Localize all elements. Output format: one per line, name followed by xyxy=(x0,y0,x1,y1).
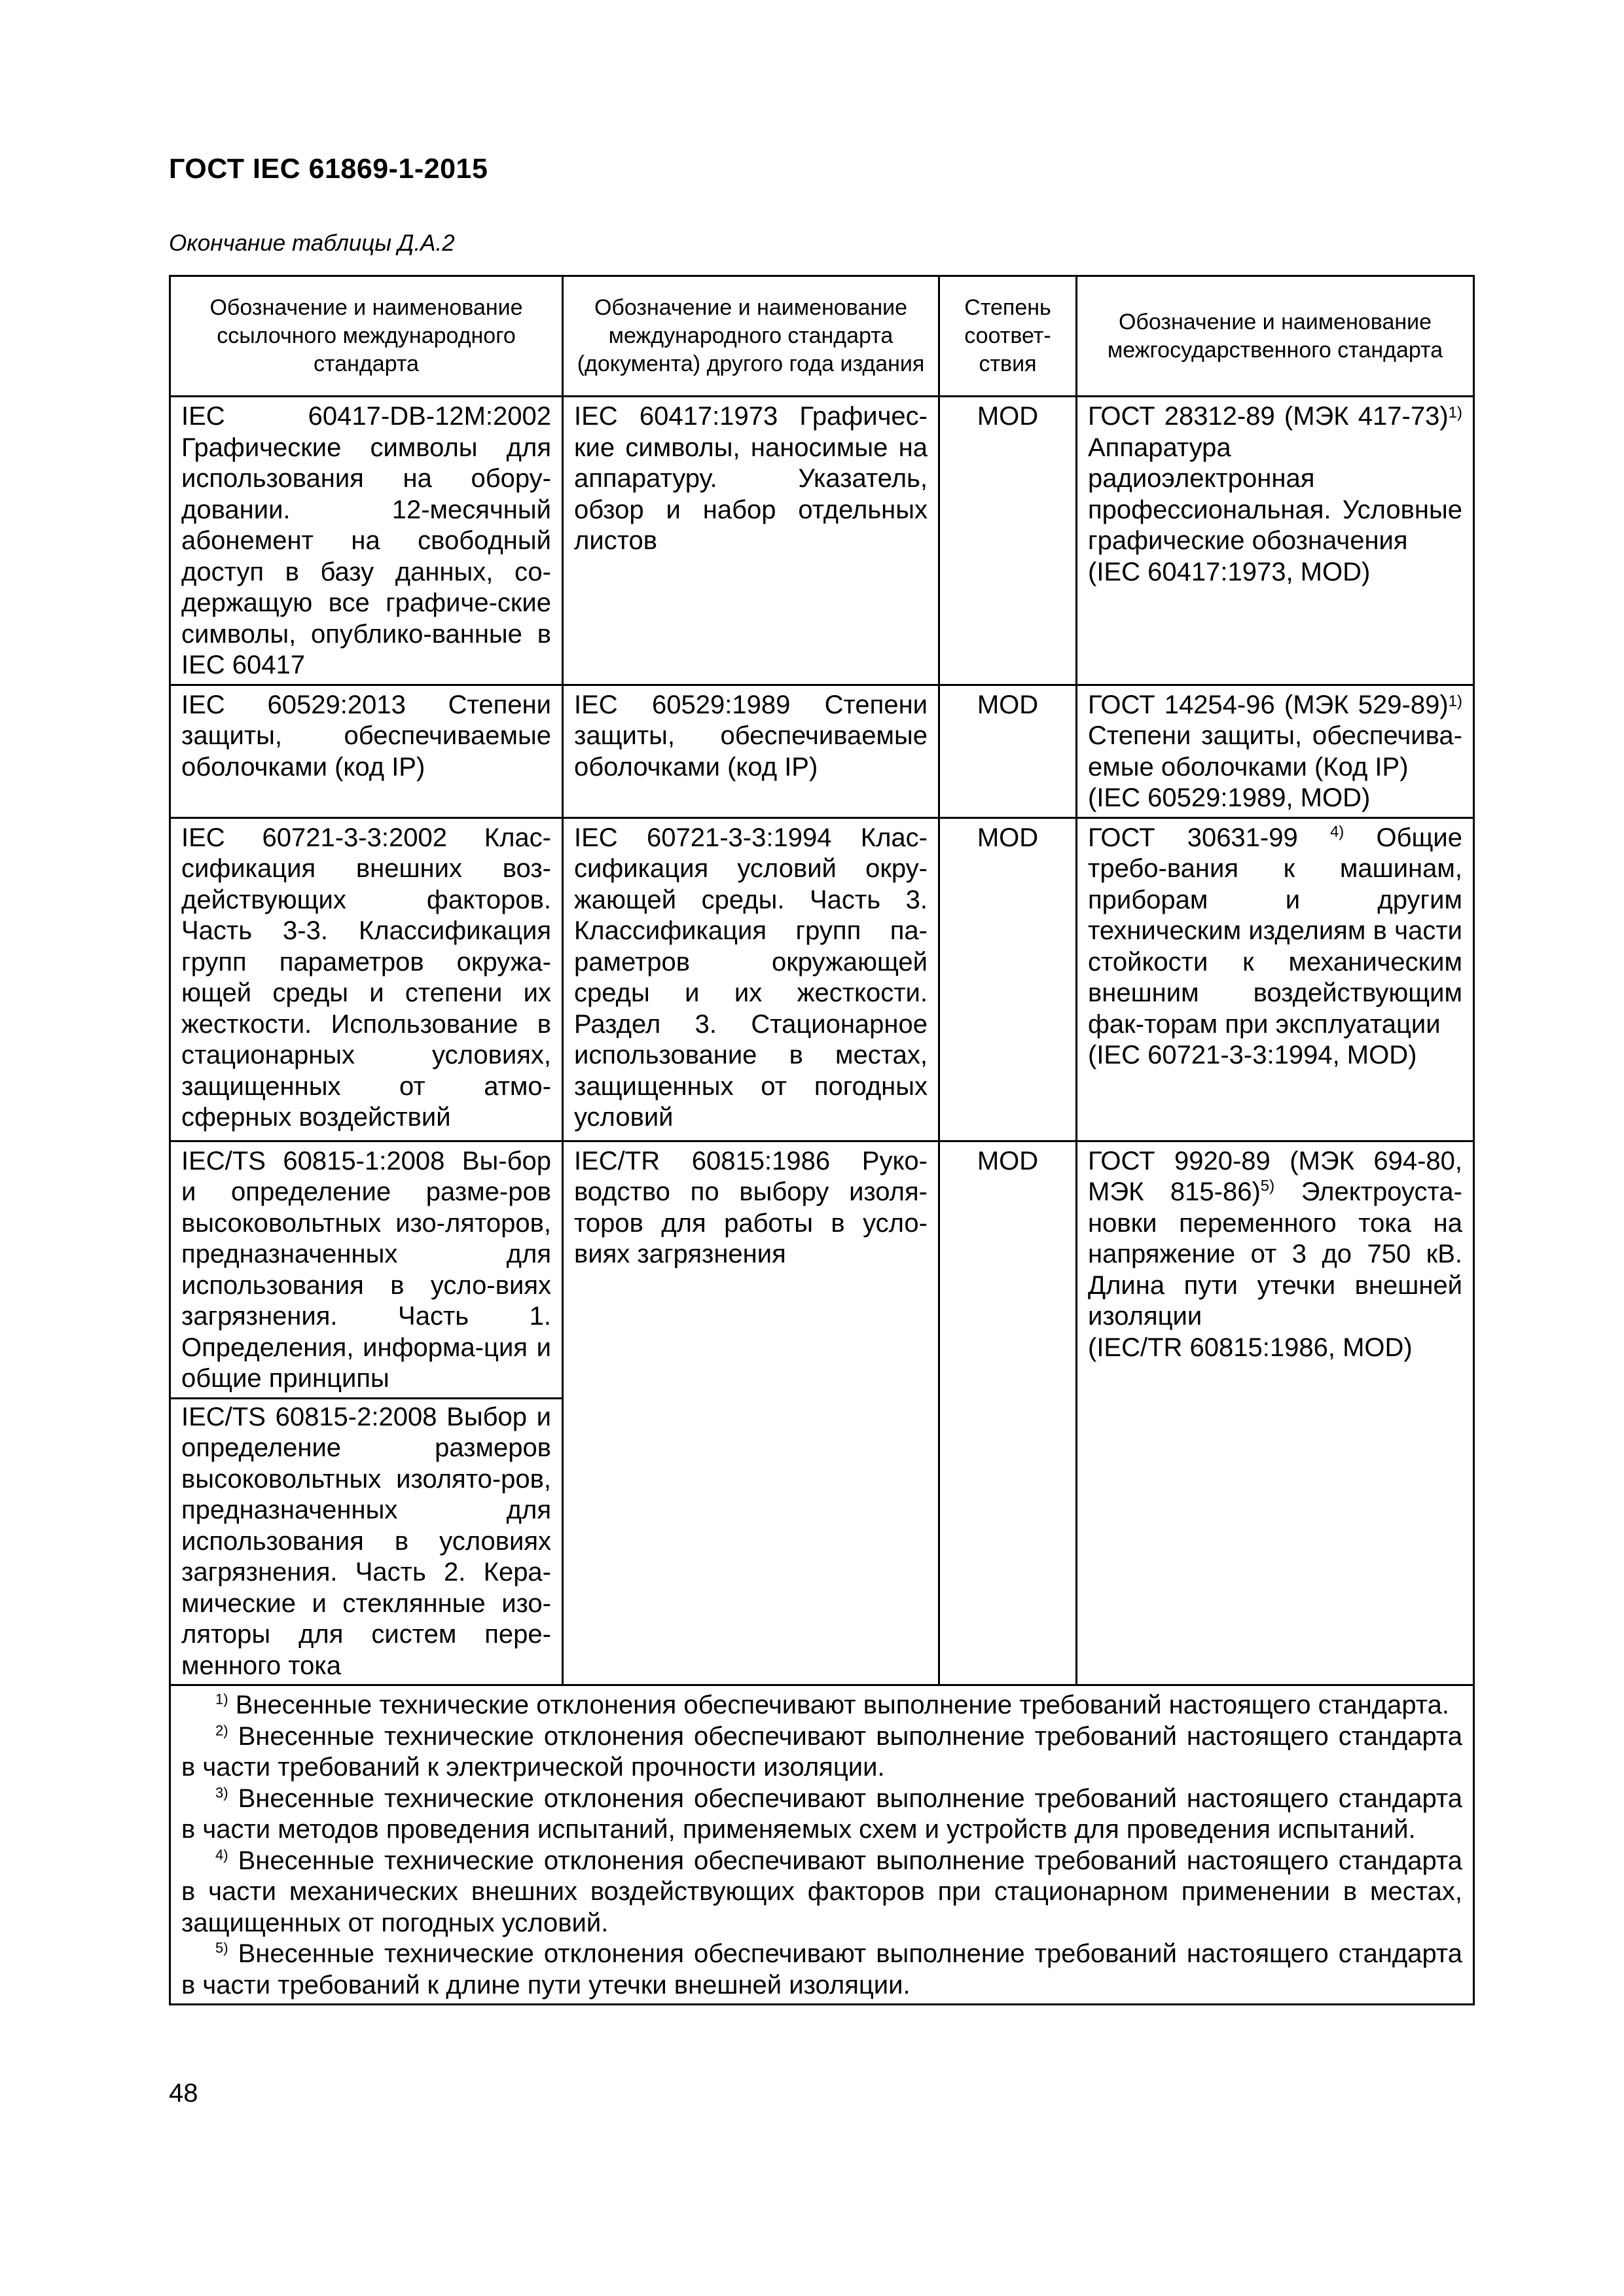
interstate-standard-title: Степени защиты, обеспечива-емые оболочками (Код IP) xyxy=(1088,721,1462,781)
footnote-marker: 5) xyxy=(1260,1177,1275,1195)
referenced-standard-part-1: IEC/TS 60815-1:2008 Вы-бор и определение разме-ров высоковольтных изо-ляторов, предназначенных для использования в усло-виях загрязнения. Часть 1. Определения, информа-ция и общие принципы xyxy=(181,1146,551,1393)
interstate-standard-title: Электроуста-новки переменного тока на напряжение от 3 до 750 кВ. Длина пути утечки внешней изоляции xyxy=(1088,1177,1462,1331)
interstate-standard-cell xyxy=(1077,397,1474,685)
header-other-year-standard: Обозначение и наименование международного стандарта (документа) другого года издания xyxy=(563,276,939,397)
table-row xyxy=(170,397,1474,685)
degree-cell: MOD xyxy=(939,397,1077,685)
interstate-standard-title: Аппаратура радиоэлектронная профессиональная. Условные графические обозначения xyxy=(1088,433,1462,555)
table-header-row xyxy=(170,276,1474,397)
interstate-standard-equivalence: (IEC 60721-3-3:1994, MOD) xyxy=(1088,1041,1417,1069)
document-title: ГОСТ IEC 61869-1-2015 xyxy=(169,153,488,185)
other-year-standard-cell: IEC 60529:1989 Степени защиты, обеспечиваемые оболочками (код IP) xyxy=(563,685,939,817)
other-year-standard-cell: IEC 60417:1973 Графичес-кие символы, наносимые на аппаратуру. Указатель, обзор и набор отдельных листов xyxy=(563,397,939,685)
interstate-standard-ref: ГОСТ 9920-89 (МЭК 694-80, МЭК 815-86) xyxy=(1088,1146,1462,1206)
table-row xyxy=(170,685,1474,817)
footnote-3: $^{3)}$ Внесенные технические отклонения обеспечивают выполнение требований настоящего стандарта в части методов проведения испытаний, применяемых схем и устройств для проведения испытаний. xyxy=(181,1784,1462,1844)
header-interstate-standard: Обозначение и наименование межгосударственного стандарта xyxy=(1077,276,1474,397)
footnote-marker: 1) xyxy=(1448,404,1462,422)
interstate-standard-equivalence: (IEC/TR 60815:1986, MOD) xyxy=(1088,1333,1413,1362)
degree-cell: MOD xyxy=(939,817,1077,1141)
table-continuation-label: Окончание таблицы Д.А.2 xyxy=(169,230,455,256)
interstate-standard-equivalence: (IEC 60417:1973, MOD) xyxy=(1088,557,1371,586)
footnote-4: $^{4)}$ Внесенные технические отклонения обеспечивают выполнение требований настоящего стандарта в части механических внешних воздействующих факторов при стационарном применении в местах, защищенных от погодных условий. xyxy=(181,1846,1462,1937)
degree-cell: MOD xyxy=(939,685,1077,817)
footnotes-cell xyxy=(170,1685,1474,2005)
standards-correspondence-table xyxy=(169,275,1475,2005)
footnotes-row xyxy=(170,1685,1474,2005)
interstate-standard-cell xyxy=(1077,1141,1474,1685)
interstate-standard-title: Общие требо-вания к машинам, приборам и другим техническим изделиям в части стойкости к механическим внешним воздействующим фак-торам при эксплуатации xyxy=(1088,823,1462,1039)
degree-cell: MOD xyxy=(939,1141,1077,1685)
interstate-standard-cell xyxy=(1077,817,1474,1141)
other-year-standard-cell: IEC/TR 60815:1986 Руко-водство по выбору изоля-торов для работы в усло-виях загрязнения xyxy=(563,1141,939,1685)
referenced-standard-cell xyxy=(170,1141,563,1685)
footnote-1: $^{1)}$ Внесенные технические отклонения обеспечивают выполнение требований настоящего стандарта. xyxy=(215,1691,1449,1719)
referenced-standard-cell: IEC 60721-3-3:2002 Клас-сификация внешних воз-действующих факторов. Часть 3-3. Классификация групп параметров окружа-ющей среды и степени их жесткости. Использование в стационарных условиях, защищенных от атмо-сферных воздействий xyxy=(170,817,563,1141)
footnote-marker: 4) xyxy=(1329,823,1344,841)
page-number: 48 xyxy=(169,2079,198,2108)
interstate-standard-ref: ГОСТ 30631-99 xyxy=(1088,823,1298,852)
footnote-5: $^{5)}$ Внесенные технические отклонения обеспечивают выполнение требований настоящего стандарта в части требований к длине пути утечки внешней изоляции. xyxy=(181,1939,1462,2000)
header-degree-of-correspondence: Степень соответ-ствия xyxy=(939,276,1077,397)
header-referenced-standard: Обозначение и наименование ссылочного международного стандарта xyxy=(170,276,563,397)
other-year-standard-cell: IEC 60721-3-3:1994 Клас-сификация условий окру-жающей среды. Часть 3. Классификация групп па-раметров окружающей среды и их жесткости. Раздел 3. Стационарное использование в местах, защищенных от погодных условий xyxy=(563,817,939,1141)
referenced-standard-part-2: IEC/TS 60815-2:2008 Выбор и определение размеров высоковольтных изолято-ров, предназначенных для использования в условиях загрязнения. Часть 2. Кера-мические и стеклянные изо-ляторы для систем пере-менного тока xyxy=(171,1397,562,1682)
referenced-standard-cell: IEC 60529:2013 Степени защиты, обеспечиваемые оболочками (код IP) xyxy=(170,685,563,817)
interstate-standard-ref: ГОСТ 28312-89 (МЭК 417-73) xyxy=(1088,402,1449,431)
interstate-standard-equivalence: (IEC 60529:1989, MOD) xyxy=(1088,783,1371,812)
table-row xyxy=(170,1141,1474,1685)
interstate-standard-ref: ГОСТ 14254-96 (МЭК 529-89) xyxy=(1088,690,1449,719)
footnote-2: $^{2)}$ Внесенные технические отклонения обеспечивают выполнение требований настоящего стандарта в части требований к электрической прочности изоляции. xyxy=(181,1721,1462,1782)
table-row xyxy=(170,817,1474,1141)
footnote-marker: 1) xyxy=(1448,692,1462,710)
interstate-standard-cell xyxy=(1077,685,1474,817)
referenced-standard-cell: IEC 60417-DB-12M:2002 Графические символы для использования на обору-довании. 12-месячный абонемент на свободный доступ в базу данных, со-держащую все графиче-ские символы, опублико-ванные в IEC 60417 xyxy=(170,397,563,685)
